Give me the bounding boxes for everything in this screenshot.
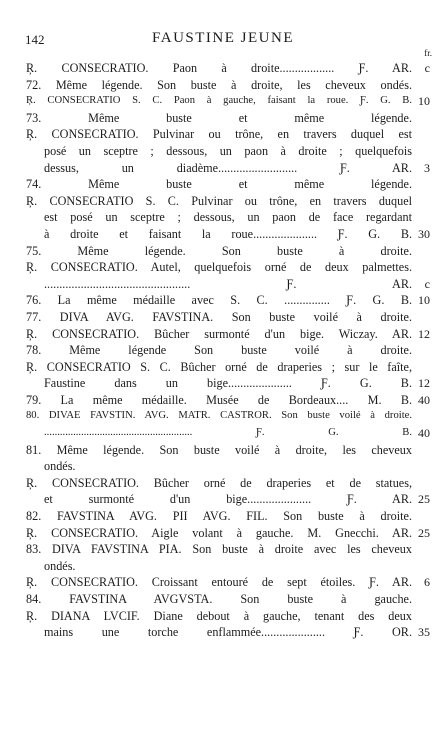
entry-line-text: 75. Même légende. Son buste à droite. [26, 243, 412, 258]
entry-line [0, 342, 446, 359]
entry-line [0, 193, 446, 210]
catalog-entry [0, 508, 446, 525]
entry-line-text: Ŗ. CONSECRATIO S. C. Bûcher orné de draperies ; sur le faîte, [26, 359, 412, 374]
entry-line-text: 79. La même médaille. Musée de Bordeaux.... M. B. [26, 392, 412, 407]
entry-line [0, 77, 446, 94]
catalog-entry [0, 541, 446, 574]
entry-line-text: ondés. [44, 558, 76, 573]
entry-line [0, 309, 446, 326]
entry-price: 10 [418, 94, 430, 109]
catalog-entry [0, 77, 446, 94]
catalog-entry [0, 243, 446, 260]
entry-line [0, 558, 446, 575]
entry-line-text: 74. Même buste et même légende. [26, 177, 412, 192]
entry-price: 40 [418, 392, 430, 407]
entry-price: c [424, 276, 430, 291]
entry-line-text: Ŗ. CONSECRATIO S. C. Paon à gauche, faisant la roue. Ƒ. G. B. [26, 95, 412, 107]
catalog-entry [0, 475, 446, 508]
entry-price: c [424, 61, 430, 75]
entry-price: 10 [418, 293, 430, 308]
catalog-entry [0, 309, 446, 326]
entry-line [0, 160, 446, 177]
entry-line [0, 442, 446, 459]
entry-line [0, 541, 446, 558]
entry-line [0, 608, 446, 625]
entry-line [0, 243, 446, 260]
catalog-entry [0, 608, 446, 641]
entry-price: 35 [418, 625, 430, 640]
entry-price: 12 [418, 326, 430, 341]
entry-line [0, 508, 446, 525]
entry-line-text: 73. Même buste et même légende. [26, 110, 412, 125]
catalog-entry [0, 359, 446, 392]
entry-line [0, 292, 446, 309]
page-header [0, 32, 446, 48]
entry-line-text: à droite et faisant la roue..................... Ƒ. G. B. [44, 226, 412, 241]
entry-line-text: 77. DIVA AVG. FAVSTINA. Son buste voilé à droite. [26, 309, 412, 324]
entry-line-text: Ŗ. DIANA LVCIF. Diane debout à gauche, tenant des deux [26, 608, 412, 623]
entry-line [0, 209, 446, 226]
entry-line [0, 93, 446, 110]
catalog-entry [0, 93, 446, 110]
entry-line-text: est posé un sceptre ; dessous, un paon de face regardant [44, 210, 412, 225]
entry-line-text: ................................................ Ƒ. AR. [44, 276, 412, 291]
entry-line-text: 84. FAVSTINA AVGVSTA. Son buste à gauche. [26, 592, 412, 606]
entry-line-text: mains une torche enflammée..................... Ƒ. OR. [44, 625, 412, 640]
entry-line-text: ondés. [44, 459, 76, 474]
entry-line [0, 143, 446, 160]
entry-line-text: 80. DIVAE FAVSTIN. AVG. MATR. CASTROR. Son buste voilé à droite. [26, 410, 412, 422]
catalog-entries [0, 60, 446, 641]
entry-line-text: 78. Même légende Son buste voilé à droite. [26, 343, 412, 358]
entry-line [0, 624, 446, 641]
entry-line-text: Ŗ. CONSECRATIO. Croissant entouré de sept étoiles. Ƒ. AR. [26, 575, 412, 590]
entry-line [0, 525, 446, 542]
entry-line-text: 83. DIVA FAVSTINA PIA. Son buste à droite avec les cheveux [26, 542, 412, 557]
entry-price: 30 [418, 226, 430, 241]
entry-line-text: Faustine dans un bige..................... Ƒ. G. B. [44, 376, 412, 391]
entry-line-text: Ŗ. CONSECRATIO. Aigle volant à gauche. M. Gnecchi. AR. [26, 525, 412, 540]
catalog-entry [0, 525, 446, 542]
entry-price: 3 [424, 160, 430, 175]
entry-line [0, 110, 446, 127]
catalog-entry [0, 110, 446, 127]
entry-line-text: Ŗ. CONSECRATIO. Pulvinar ou trône, en travers duquel est [26, 127, 412, 142]
entry-line-text: 81. Même légende. Son buste voilé à droite, les cheveux [26, 442, 412, 457]
entry-line [0, 176, 446, 193]
entry-line [0, 491, 446, 508]
entry-line-text: Ŗ. CONSECRATIO S. C. Pulvinar ou trône, en travers duquel [26, 193, 412, 208]
catalog-entry [0, 292, 446, 309]
entry-line [0, 392, 446, 409]
entry-line [0, 226, 446, 243]
price-column-heading: fr. [424, 48, 432, 58]
entry-line-text: dessus, un diadème.......................... Ƒ. AR. [44, 160, 412, 175]
entry-line [0, 425, 446, 442]
catalog-entry [0, 342, 446, 359]
page-title: FAUSTINE JEUNE [152, 30, 294, 46]
entry-line-text: Ŗ. CONSECRATIO. Autel, quelquefois orné de deux palmettes. [26, 260, 412, 275]
catalog-entry [0, 193, 446, 243]
catalog-entry [0, 442, 446, 475]
catalog-entry [0, 392, 446, 409]
entry-price: 6 [424, 575, 430, 590]
entry-line [0, 276, 446, 293]
catalog-entry [0, 326, 446, 343]
catalog-entry [0, 126, 446, 176]
entry-line [0, 574, 446, 591]
entry-line-text: 76. La même médaille avec S. C. ............... Ƒ. G. B. [26, 293, 412, 308]
catalog-entry [0, 408, 446, 441]
catalog-entry [0, 591, 446, 608]
entry-price: 12 [418, 376, 430, 391]
entry-price: 40 [418, 426, 430, 441]
entry-price: 25 [418, 525, 430, 540]
entry-price: 25 [418, 492, 430, 507]
entry-line [0, 375, 446, 392]
entry-line-text: Ŗ. CONSECRATIO. Bûcher orné de draperies et de statues, [26, 475, 412, 490]
entry-line [0, 408, 446, 425]
entry-line [0, 259, 446, 276]
entry-line [0, 326, 446, 343]
entry-line-text: Ŗ. CONSECRATIO. Paon à droite.................. Ƒ. AR. [26, 61, 412, 75]
entry-line-text: Ŗ. CONSECRATIO. Bûcher surmonté d'un bige. Wiczay. AR. [26, 326, 412, 341]
entry-line [0, 475, 446, 492]
catalog-entry [0, 176, 446, 193]
entry-line [0, 359, 446, 376]
catalog-entry [0, 574, 446, 591]
page-number: 142 [25, 32, 45, 47]
catalog-entry [0, 259, 446, 292]
entry-line [0, 591, 446, 608]
entry-line [0, 458, 446, 475]
entry-line-text: posé un sceptre ; dessous, un paon à droite ; quelquefois [44, 143, 412, 158]
entry-line-text: et surmonté d'un bige..................... Ƒ. AR. [44, 492, 412, 507]
entry-line [0, 60, 446, 77]
catalog-entry [0, 60, 446, 77]
entry-line-text: 72. Même légende. Son buste à droite, les cheveux ondés. [26, 77, 412, 92]
entry-line-text: 82. FAVSTINA AVG. PII AVG. FIL. Son buste à droite. [26, 509, 412, 524]
entry-line-text: ........................................................ Ƒ. G. B. [44, 427, 412, 439]
entry-line [0, 126, 446, 143]
